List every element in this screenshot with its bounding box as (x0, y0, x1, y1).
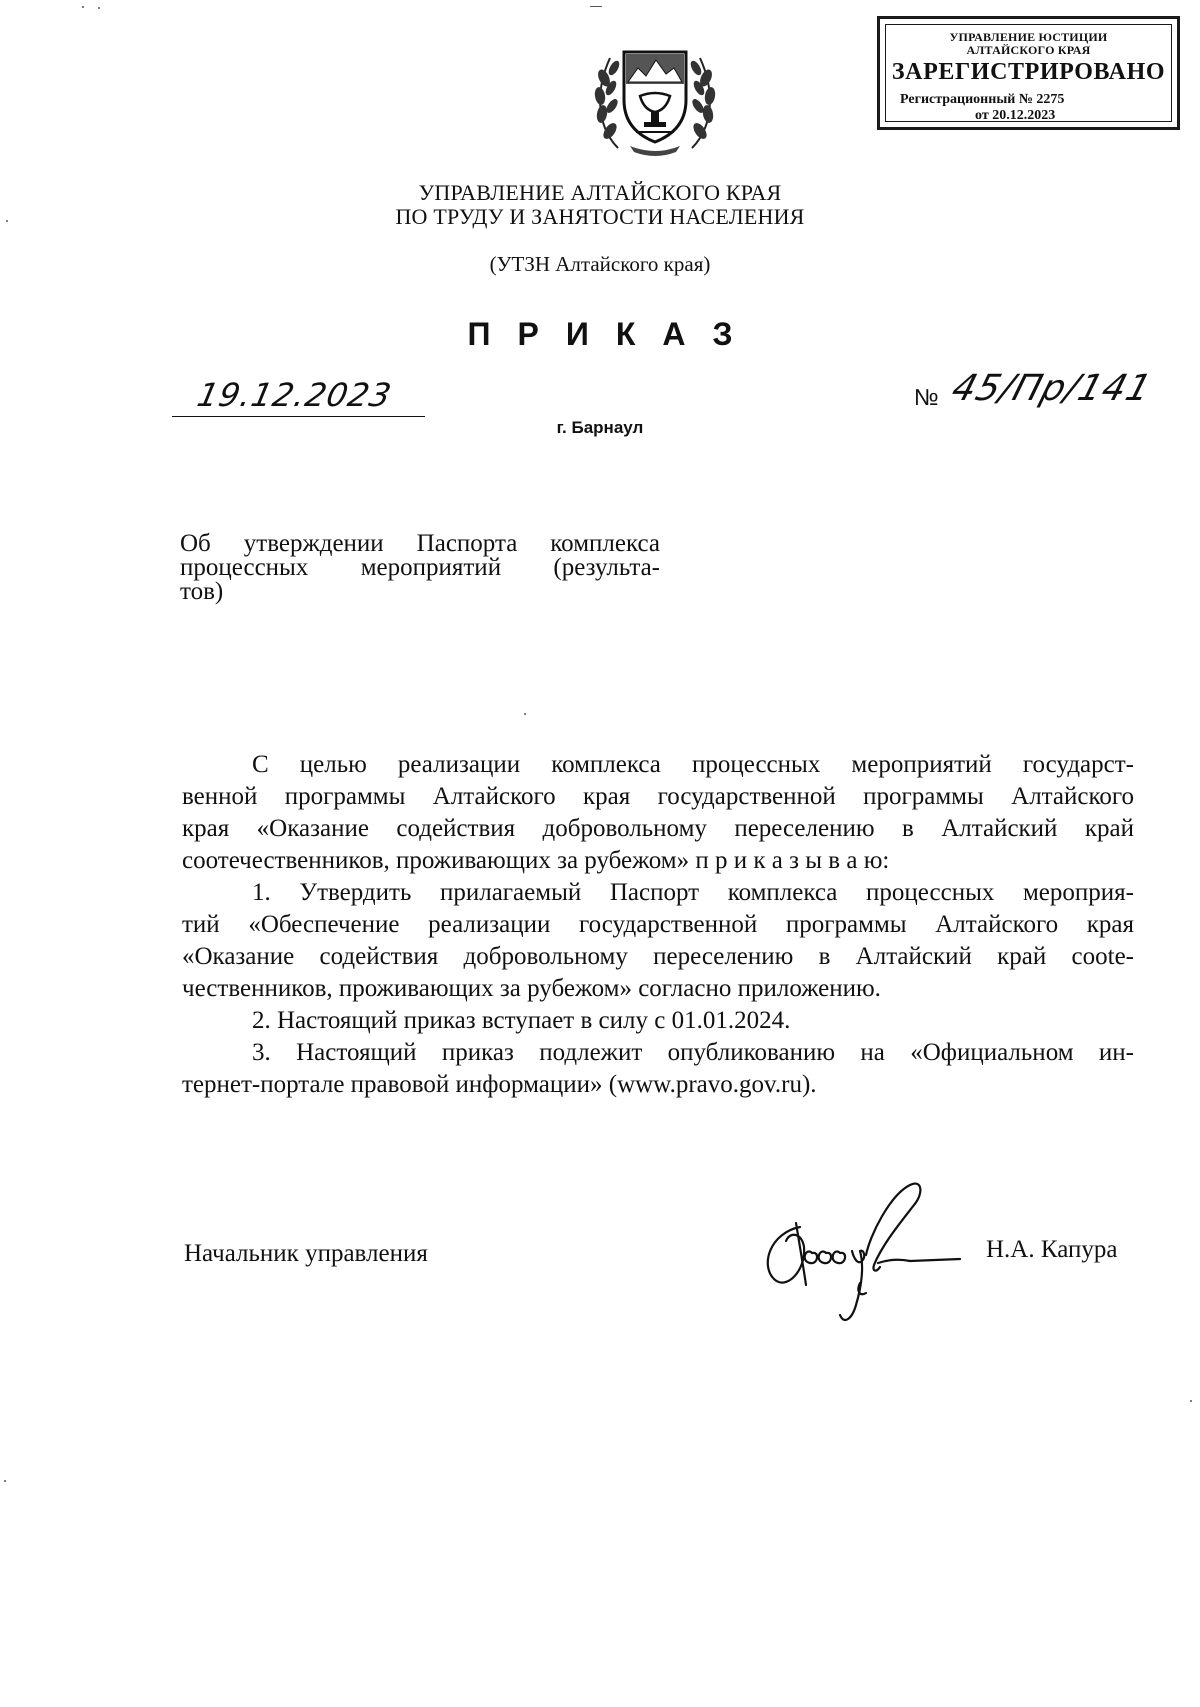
subject-line: процессных мероприятий (результа- (180, 554, 660, 581)
body-line: тернет-портале правовой информации» (www.pravo.gov.ru). (182, 1071, 817, 1098)
body-line: С целью реализации комплекса процессных мероприятий государст- (252, 751, 1134, 778)
org-name-line2: ПО ТРУДУ И ЗАНЯТОСТИ НАСЕЛЕНИЯ (395, 204, 805, 229)
handwritten-signature-icon (760, 1175, 990, 1340)
body-line: соотечественников, проживающих за рубежом» п р и к а з ы в а ю: (182, 847, 890, 874)
stamp-authority-line2: АЛТАЙСКОГО КРАЯ (966, 43, 1091, 57)
stamp-status: ЗАРЕГИСТРИРОВАНО (891, 59, 1166, 85)
city-label: г. Барнаул (556, 418, 644, 437)
scan-speck (1190, 1400, 1192, 1402)
scan-speck (82, 6, 84, 8)
paragraph-item-1 (182, 877, 1134, 1005)
paragraph-item-3 (182, 1037, 1134, 1101)
scan-speck (98, 7, 100, 9)
signatory-title: Начальник управления (184, 1240, 428, 1267)
altai-krai-coat-of-arms-icon (590, 38, 720, 158)
body-line: 3. Настоящий приказ подлежит опубликованию на «Официальном ин- (252, 1039, 1134, 1066)
scan-speck (6, 220, 8, 222)
org-abbreviation: (УТЗН Алтайского края) (489, 252, 711, 276)
signatory-name: Н.А. Капура (986, 1236, 1118, 1263)
subject-line: тов) (180, 578, 224, 605)
order-date-field (172, 372, 425, 417)
stamp-authority-line1: УПРАВЛЕНИЕ ЮСТИЦИИ (949, 30, 1108, 44)
paragraph-item-2 (182, 1005, 1134, 1037)
paragraph-preamble (182, 749, 1134, 877)
scan-speck (524, 713, 526, 715)
scan-speck (590, 6, 602, 7)
order-body (182, 749, 1134, 1101)
scan-speck (4, 1480, 6, 1482)
body-line: края «Оказание содействия добровольному переселению в Алтайский край (182, 815, 1134, 842)
registration-stamp (877, 16, 1180, 130)
stamp-reg-date: от 20.12.2023 (975, 108, 1056, 123)
stamp-reg-number: Регистрационный № 2275 (900, 92, 1065, 107)
subject-line: Об утверждении Паспорта комплекса (180, 530, 660, 557)
stamp-inner-frame (885, 24, 1172, 122)
body-line: 1. Утвердить прилагаемый Паспорт комплекса процессных мероприя- (252, 879, 1134, 906)
document-type-title: ПРИКАЗ (467, 316, 760, 352)
body-line: 2. Настоящий приказ вступает в силу с 01.01.2024. (252, 1007, 791, 1034)
body-line: чественников, проживающих за рубежом» согласно приложению. (182, 975, 881, 1002)
order-number: 45/Пр/141 (947, 368, 1157, 409)
order-subject (180, 532, 660, 604)
order-number-sign: № (914, 384, 939, 410)
body-line: тий «Обеспечение реализации государственной программы Алтайского края (182, 911, 1134, 938)
org-name-line1: УПРАВЛЕНИЕ АЛТАЙСКОГО КРАЯ (418, 180, 782, 205)
body-line: венной программы Алтайского края государственной программы Алтайского (182, 783, 1134, 810)
body-line: «Оказание содействия добровольному переселению в Алтайский край соote- (182, 943, 1134, 970)
order-number-field (947, 368, 1160, 416)
order-date: 19.12.2023 (193, 376, 396, 414)
